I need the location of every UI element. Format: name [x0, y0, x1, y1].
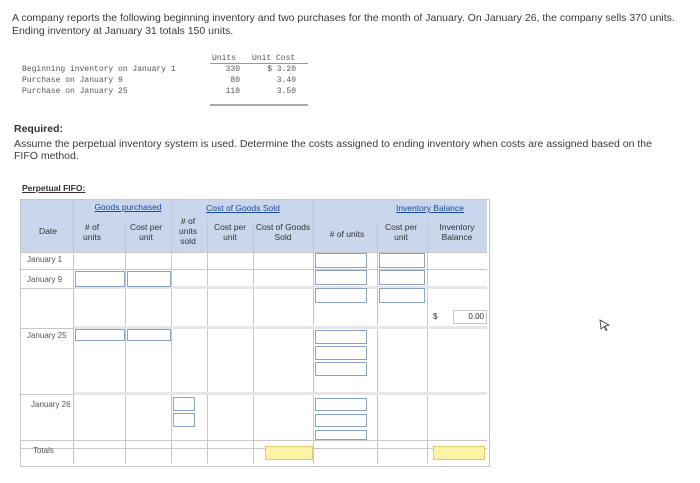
jan9-balance-units-input-1[interactable] — [315, 270, 367, 285]
jan25-balance-units-input-2[interactable] — [315, 346, 367, 360]
col-units-sold: # of units sold — [179, 216, 197, 246]
row-totals: Totals — [33, 446, 54, 455]
row-january-1: January 1 — [27, 255, 63, 264]
row-label-beginning: Beginning inventory on January 1 — [22, 65, 176, 74]
problem-statement: A company reports the following beginning inventory and two purchases for the month of January. On January 26, the company sells 370 units. Ending inventory at January 31 totals 150 units. — [12, 12, 675, 37]
cost-jan9: 3.40 — [276, 76, 296, 85]
row-label-purchase-jan9: Purchase on January 9 — [22, 76, 123, 85]
section-divider — [74, 392, 487, 395]
jan26-balance-units-input-1[interactable] — [315, 398, 367, 411]
jan25-purchased-cost-input[interactable] — [127, 329, 171, 341]
jan9-balance-cost-input-1[interactable] — [379, 270, 425, 285]
col-inventory-balance: Inventory Balance — [439, 222, 475, 242]
footer-rule — [210, 104, 308, 106]
group-inventory-balance: Inventory Balance — [395, 203, 465, 213]
group-cost-of-goods-sold: Cost of Goods Sold — [206, 203, 280, 213]
required-instructions: Assume the perpetual inventory system is used. Determine the costs assigned to ending inventory when costs are assigned based on the FIFO method. — [14, 138, 652, 162]
row-label-purchase-jan25: Purchase on January 25 — [22, 87, 128, 96]
group-goods-purchased: Goods purchased — [94, 202, 162, 212]
col-purchased-cost: Cost per unit — [129, 222, 163, 242]
col-balance-units: # of units — [329, 229, 365, 239]
col-date: Date — [39, 226, 57, 236]
jan25-purchased-units-input[interactable] — [75, 329, 125, 341]
row-january-9: January 9 — [27, 275, 63, 284]
jan1-balance-cost-input[interactable] — [379, 253, 425, 268]
mouse-cursor-icon — [598, 318, 612, 332]
jan1-balance-units-input[interactable] — [315, 253, 367, 268]
jan9-purchased-cost-input[interactable] — [127, 271, 171, 287]
balance-currency: $ — [433, 312, 438, 321]
units-beginning: 330 — [225, 65, 240, 74]
jan9-balance-units-input-2[interactable] — [315, 288, 367, 303]
jan26-units-sold-input-1[interactable] — [173, 397, 195, 411]
jan26-balance-units-input-3[interactable] — [315, 430, 367, 440]
col-cogs-total: Cost of Goods Sold — [255, 222, 311, 242]
cost-beginning: $ 3.20 — [267, 65, 296, 74]
jan26-balance-units-input-2[interactable] — [315, 414, 367, 427]
jan25-balance-units-input-1[interactable] — [315, 330, 367, 344]
jan9-purchased-units-input[interactable] — [75, 271, 125, 287]
jan26-units-sold-input-2[interactable] — [173, 413, 195, 427]
cost-jan25: 3.50 — [276, 87, 296, 96]
units-header: Units — [212, 54, 237, 63]
method-label: Perpetual FIFO: — [22, 183, 86, 193]
jan9-inventory-balance-field[interactable]: 0.00 — [453, 310, 487, 324]
units-jan9: 80 — [230, 76, 240, 85]
jan9-balance-cost-input-2[interactable] — [379, 288, 425, 303]
row-january-25: January 25 — [27, 331, 67, 340]
required-heading: Required: — [14, 123, 64, 135]
jan25-balance-units-input-3[interactable] — [315, 362, 367, 376]
fifo-worksheet — [20, 199, 490, 467]
units-jan25: 110 — [225, 87, 240, 96]
total-inventory-balance-field[interactable] — [433, 446, 485, 460]
col-balance-cost: Cost per unit — [384, 222, 418, 242]
row-january-26: January 26 — [31, 400, 71, 409]
col-sold-cost: Cost per unit — [213, 222, 247, 242]
unit-cost-header: Unit Cost — [252, 54, 296, 63]
total-cogs-field[interactable] — [265, 446, 313, 460]
col-purchased-units: # of units — [83, 222, 101, 242]
